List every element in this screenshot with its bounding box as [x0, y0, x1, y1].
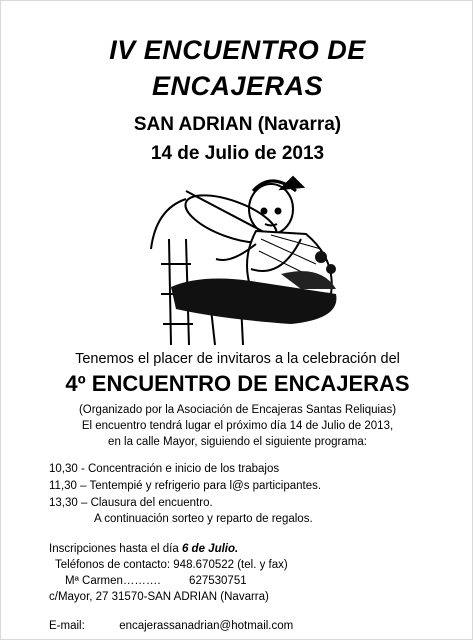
event-date: 14 de Julio de 2013: [150, 143, 325, 164]
contact-carmen: [65, 575, 247, 587]
registration-prefix: Inscripciones hasta el día: [49, 543, 182, 555]
event-description-2: en la calle Mayor, siguiendo el siguiente programa:: [108, 436, 367, 448]
program-item: 13,30 – Clausura del encuentro.: [49, 497, 213, 509]
registration-deadline: [49, 543, 238, 555]
location: SAN ADRIAN (Navarra): [133, 114, 342, 135]
organizer-note: (Organizado por la Asociación de Encajeras Santas Reliquias): [78, 404, 397, 416]
invitation-intro: Tenemos el placer de invitaros a la celebración del: [75, 351, 400, 367]
contact-phones: Teléfonos de contacto: 948.670522 (tel. y fax): [55, 559, 288, 571]
carmen-label: Mª Carmen……….: [65, 575, 161, 587]
contact-address: c/Mayor, 27 31570-SAN ADRIAN (Navarra): [49, 591, 269, 603]
carmen-phone: 627530751: [189, 575, 247, 587]
contact-email-row: [49, 620, 293, 632]
email-label: E-mail:: [49, 620, 85, 632]
email-link[interactable]: encajerassanadrian@hotmail.com: [119, 620, 294, 632]
event-description-1: El encuentro tendrá lugar el próximo día 14 de Julio de 2013,: [81, 420, 394, 432]
title-line-2: ENCAJERAS: [151, 71, 324, 101]
program-item: A continuación sorteo y reparto de regalos.: [94, 513, 313, 525]
title-line-1: IV ENCUENTRO DE: [109, 35, 366, 65]
registration-date: 6 de Julio.: [181, 543, 239, 555]
event-name: 4º ENCUENTRO DE ENCAJERAS: [65, 371, 410, 396]
program-item: 10,30 - Concentración e inicio de los trabajos: [49, 463, 280, 475]
lacemaker-illustration: [131, 169, 361, 347]
program-item: 11,30 – Tentempié y refrigerio para l@s participantes.: [49, 480, 322, 492]
